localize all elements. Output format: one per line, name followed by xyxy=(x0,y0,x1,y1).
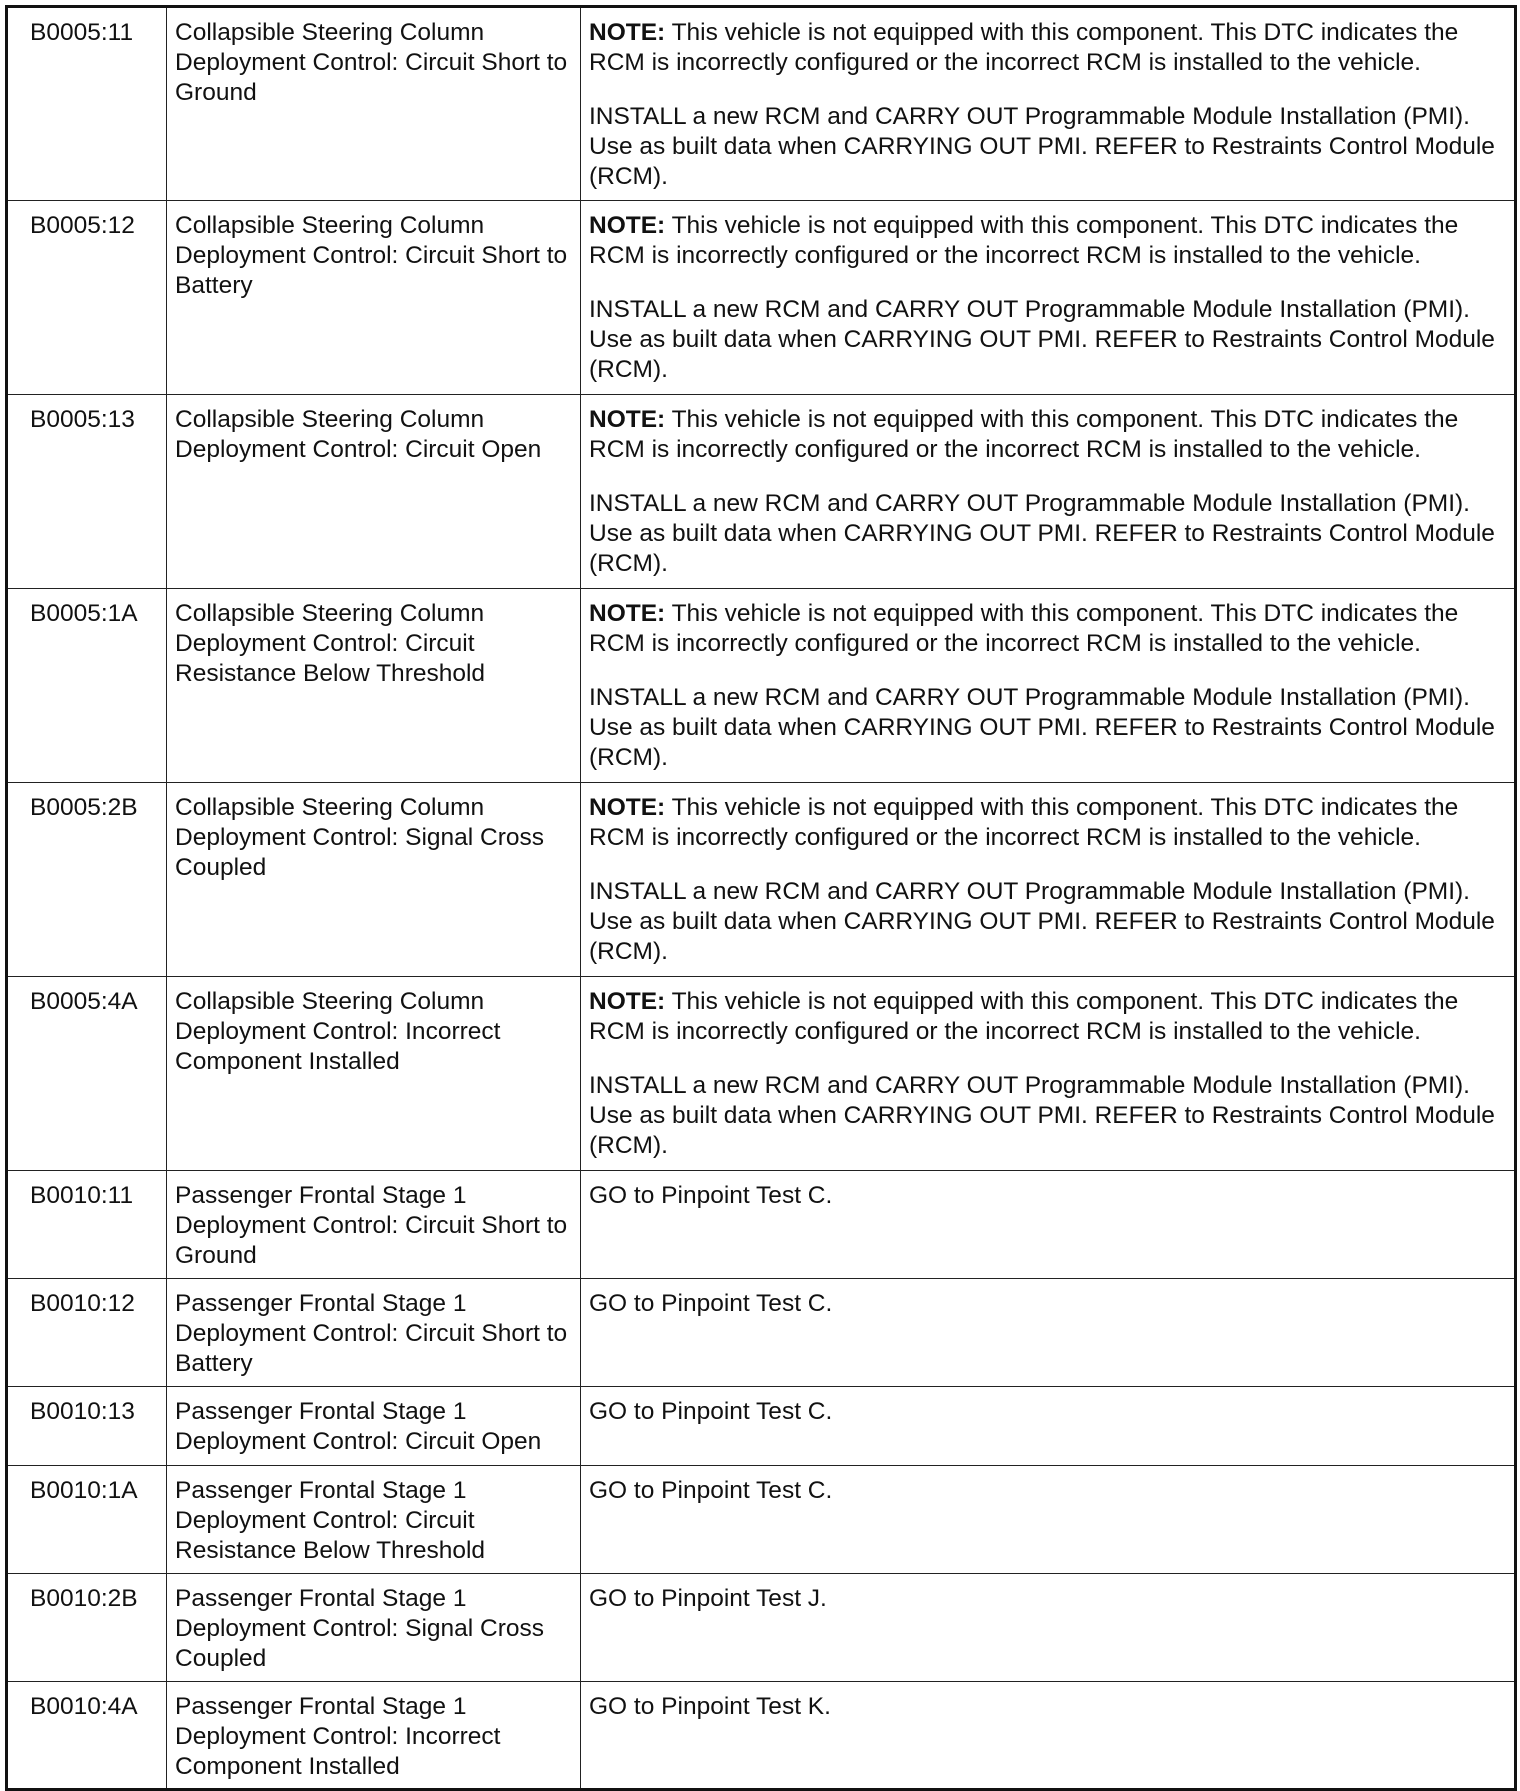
dtc-code: B0010:1A xyxy=(7,1466,167,1574)
dtc-action xyxy=(581,783,1516,977)
dtc-description: Collapsible Steering Column Deployment Control: Circuit Short to Battery xyxy=(167,201,581,395)
action-text: GO to Pinpoint Test C. xyxy=(589,1182,833,1209)
dtc-code: B0005:2B xyxy=(7,783,167,977)
table-row xyxy=(7,395,1516,589)
dtc-description: Passenger Frontal Stage 1 Deployment Control: Circuit Short to Battery xyxy=(167,1279,581,1387)
dtc-code: B0005:11 xyxy=(7,7,167,201)
action-text: GO to Pinpoint Test K. xyxy=(589,1693,831,1720)
dtc-action xyxy=(581,1682,1516,1790)
note-label: NOTE: xyxy=(589,988,666,1015)
action-text: GO to Pinpoint Test C. xyxy=(589,1290,833,1317)
note-label: NOTE: xyxy=(589,406,666,433)
note-text: This vehicle is not equipped with this component. This DTC indicates the RCM is incorrectly configured or the incorrect RCM is installed to the vehicle. xyxy=(589,19,1459,76)
table-row xyxy=(7,977,1516,1171)
action-text: GO to Pinpoint Test C. xyxy=(589,1477,833,1504)
dtc-description: Collapsible Steering Column Deployment Control: Circuit Short to Ground xyxy=(167,7,581,201)
note-text: This vehicle is not equipped with this component. This DTC indicates the RCM is incorrectly configured or the incorrect RCM is installed to the vehicle. xyxy=(589,600,1459,657)
dtc-table xyxy=(5,5,1517,1791)
dtc-action xyxy=(581,977,1516,1171)
note-paragraph xyxy=(589,599,1508,659)
instruction-paragraph: INSTALL a new RCM and CARRY OUT Programmable Module Installation (PMI). Use as built data when CARRYING OUT PMI. REFER to Restraints Control Module (RCM). xyxy=(589,684,1495,771)
dtc-action xyxy=(581,1171,1516,1279)
table-row xyxy=(7,1466,1516,1574)
note-label: NOTE: xyxy=(589,19,666,46)
dtc-description: Passenger Frontal Stage 1 Deployment Control: Signal Cross Coupled xyxy=(167,1574,581,1682)
note-paragraph xyxy=(589,211,1508,271)
dtc-description: Passenger Frontal Stage 1 Deployment Control: Circuit Short to Ground xyxy=(167,1171,581,1279)
dtc-action xyxy=(581,1387,1516,1466)
table-row xyxy=(7,201,1516,395)
instruction-paragraph: INSTALL a new RCM and CARRY OUT Programmable Module Installation (PMI). Use as built data when CARRYING OUT PMI. REFER to Restraints Control Module (RCM). xyxy=(589,490,1495,577)
note-paragraph xyxy=(589,793,1508,853)
table-row xyxy=(7,7,1516,201)
dtc-code: B0005:13 xyxy=(7,395,167,589)
table-row xyxy=(7,1387,1516,1466)
dtc-action xyxy=(581,1279,1516,1387)
dtc-description: Passenger Frontal Stage 1 Deployment Control: Circuit Open xyxy=(167,1387,581,1466)
action-text: GO to Pinpoint Test J. xyxy=(589,1585,827,1612)
dtc-code: B0005:1A xyxy=(7,589,167,783)
dtc-description: Passenger Frontal Stage 1 Deployment Control: Incorrect Component Installed xyxy=(167,1682,581,1790)
instruction-paragraph: INSTALL a new RCM and CARRY OUT Programmable Module Installation (PMI). Use as built data when CARRYING OUT PMI. REFER to Restraints Control Module (RCM). xyxy=(589,878,1495,965)
table-row xyxy=(7,783,1516,977)
dtc-table-body xyxy=(7,7,1516,1790)
instruction-paragraph: INSTALL a new RCM and CARRY OUT Programmable Module Installation (PMI). Use as built data when CARRYING OUT PMI. REFER to Restraints Control Module (RCM). xyxy=(589,296,1495,383)
dtc-code: B0010:11 xyxy=(7,1171,167,1279)
table-row xyxy=(7,589,1516,783)
dtc-code: B0010:13 xyxy=(7,1387,167,1466)
dtc-description: Collapsible Steering Column Deployment Control: Incorrect Component Installed xyxy=(167,977,581,1171)
note-label: NOTE: xyxy=(589,794,666,821)
dtc-description: Passenger Frontal Stage 1 Deployment Control: Circuit Resistance Below Threshold xyxy=(167,1466,581,1574)
note-label: NOTE: xyxy=(589,600,666,627)
dtc-code: B0010:12 xyxy=(7,1279,167,1387)
table-row xyxy=(7,1574,1516,1682)
dtc-action xyxy=(581,589,1516,783)
note-text: This vehicle is not equipped with this component. This DTC indicates the RCM is incorrectly configured or the incorrect RCM is installed to the vehicle. xyxy=(589,794,1459,851)
dtc-action xyxy=(581,201,1516,395)
dtc-description: Collapsible Steering Column Deployment Control: Circuit Resistance Below Threshold xyxy=(167,589,581,783)
note-paragraph xyxy=(589,405,1508,465)
note-text: This vehicle is not equipped with this component. This DTC indicates the RCM is incorrectly configured or the incorrect RCM is installed to the vehicle. xyxy=(589,988,1459,1045)
instruction-paragraph: INSTALL a new RCM and CARRY OUT Programmable Module Installation (PMI). Use as built data when CARRYING OUT PMI. REFER to Restraints Control Module (RCM). xyxy=(589,1072,1495,1159)
dtc-code: B0005:12 xyxy=(7,201,167,395)
dtc-action xyxy=(581,7,1516,201)
instruction-paragraph: INSTALL a new RCM and CARRY OUT Programmable Module Installation (PMI). Use as built data when CARRYING OUT PMI. REFER to Restraints Control Module (RCM). xyxy=(589,103,1495,190)
note-text: This vehicle is not equipped with this component. This DTC indicates the RCM is incorrectly configured or the incorrect RCM is installed to the vehicle. xyxy=(589,212,1459,269)
note-paragraph xyxy=(589,987,1508,1047)
table-row xyxy=(7,1682,1516,1790)
dtc-action xyxy=(581,395,1516,589)
table-row xyxy=(7,1279,1516,1387)
action-text: GO to Pinpoint Test C. xyxy=(589,1398,833,1425)
dtc-code: B0010:4A xyxy=(7,1682,167,1790)
dtc-code: B0010:2B xyxy=(7,1574,167,1682)
note-text: This vehicle is not equipped with this component. This DTC indicates the RCM is incorrectly configured or the incorrect RCM is installed to the vehicle. xyxy=(589,406,1459,463)
dtc-action xyxy=(581,1466,1516,1574)
dtc-description: Collapsible Steering Column Deployment Control: Signal Cross Coupled xyxy=(167,783,581,977)
table-row xyxy=(7,1171,1516,1279)
dtc-action xyxy=(581,1574,1516,1682)
note-label: NOTE: xyxy=(589,212,666,239)
dtc-description: Collapsible Steering Column Deployment Control: Circuit Open xyxy=(167,395,581,589)
dtc-code: B0005:4A xyxy=(7,977,167,1171)
note-paragraph xyxy=(589,18,1508,78)
